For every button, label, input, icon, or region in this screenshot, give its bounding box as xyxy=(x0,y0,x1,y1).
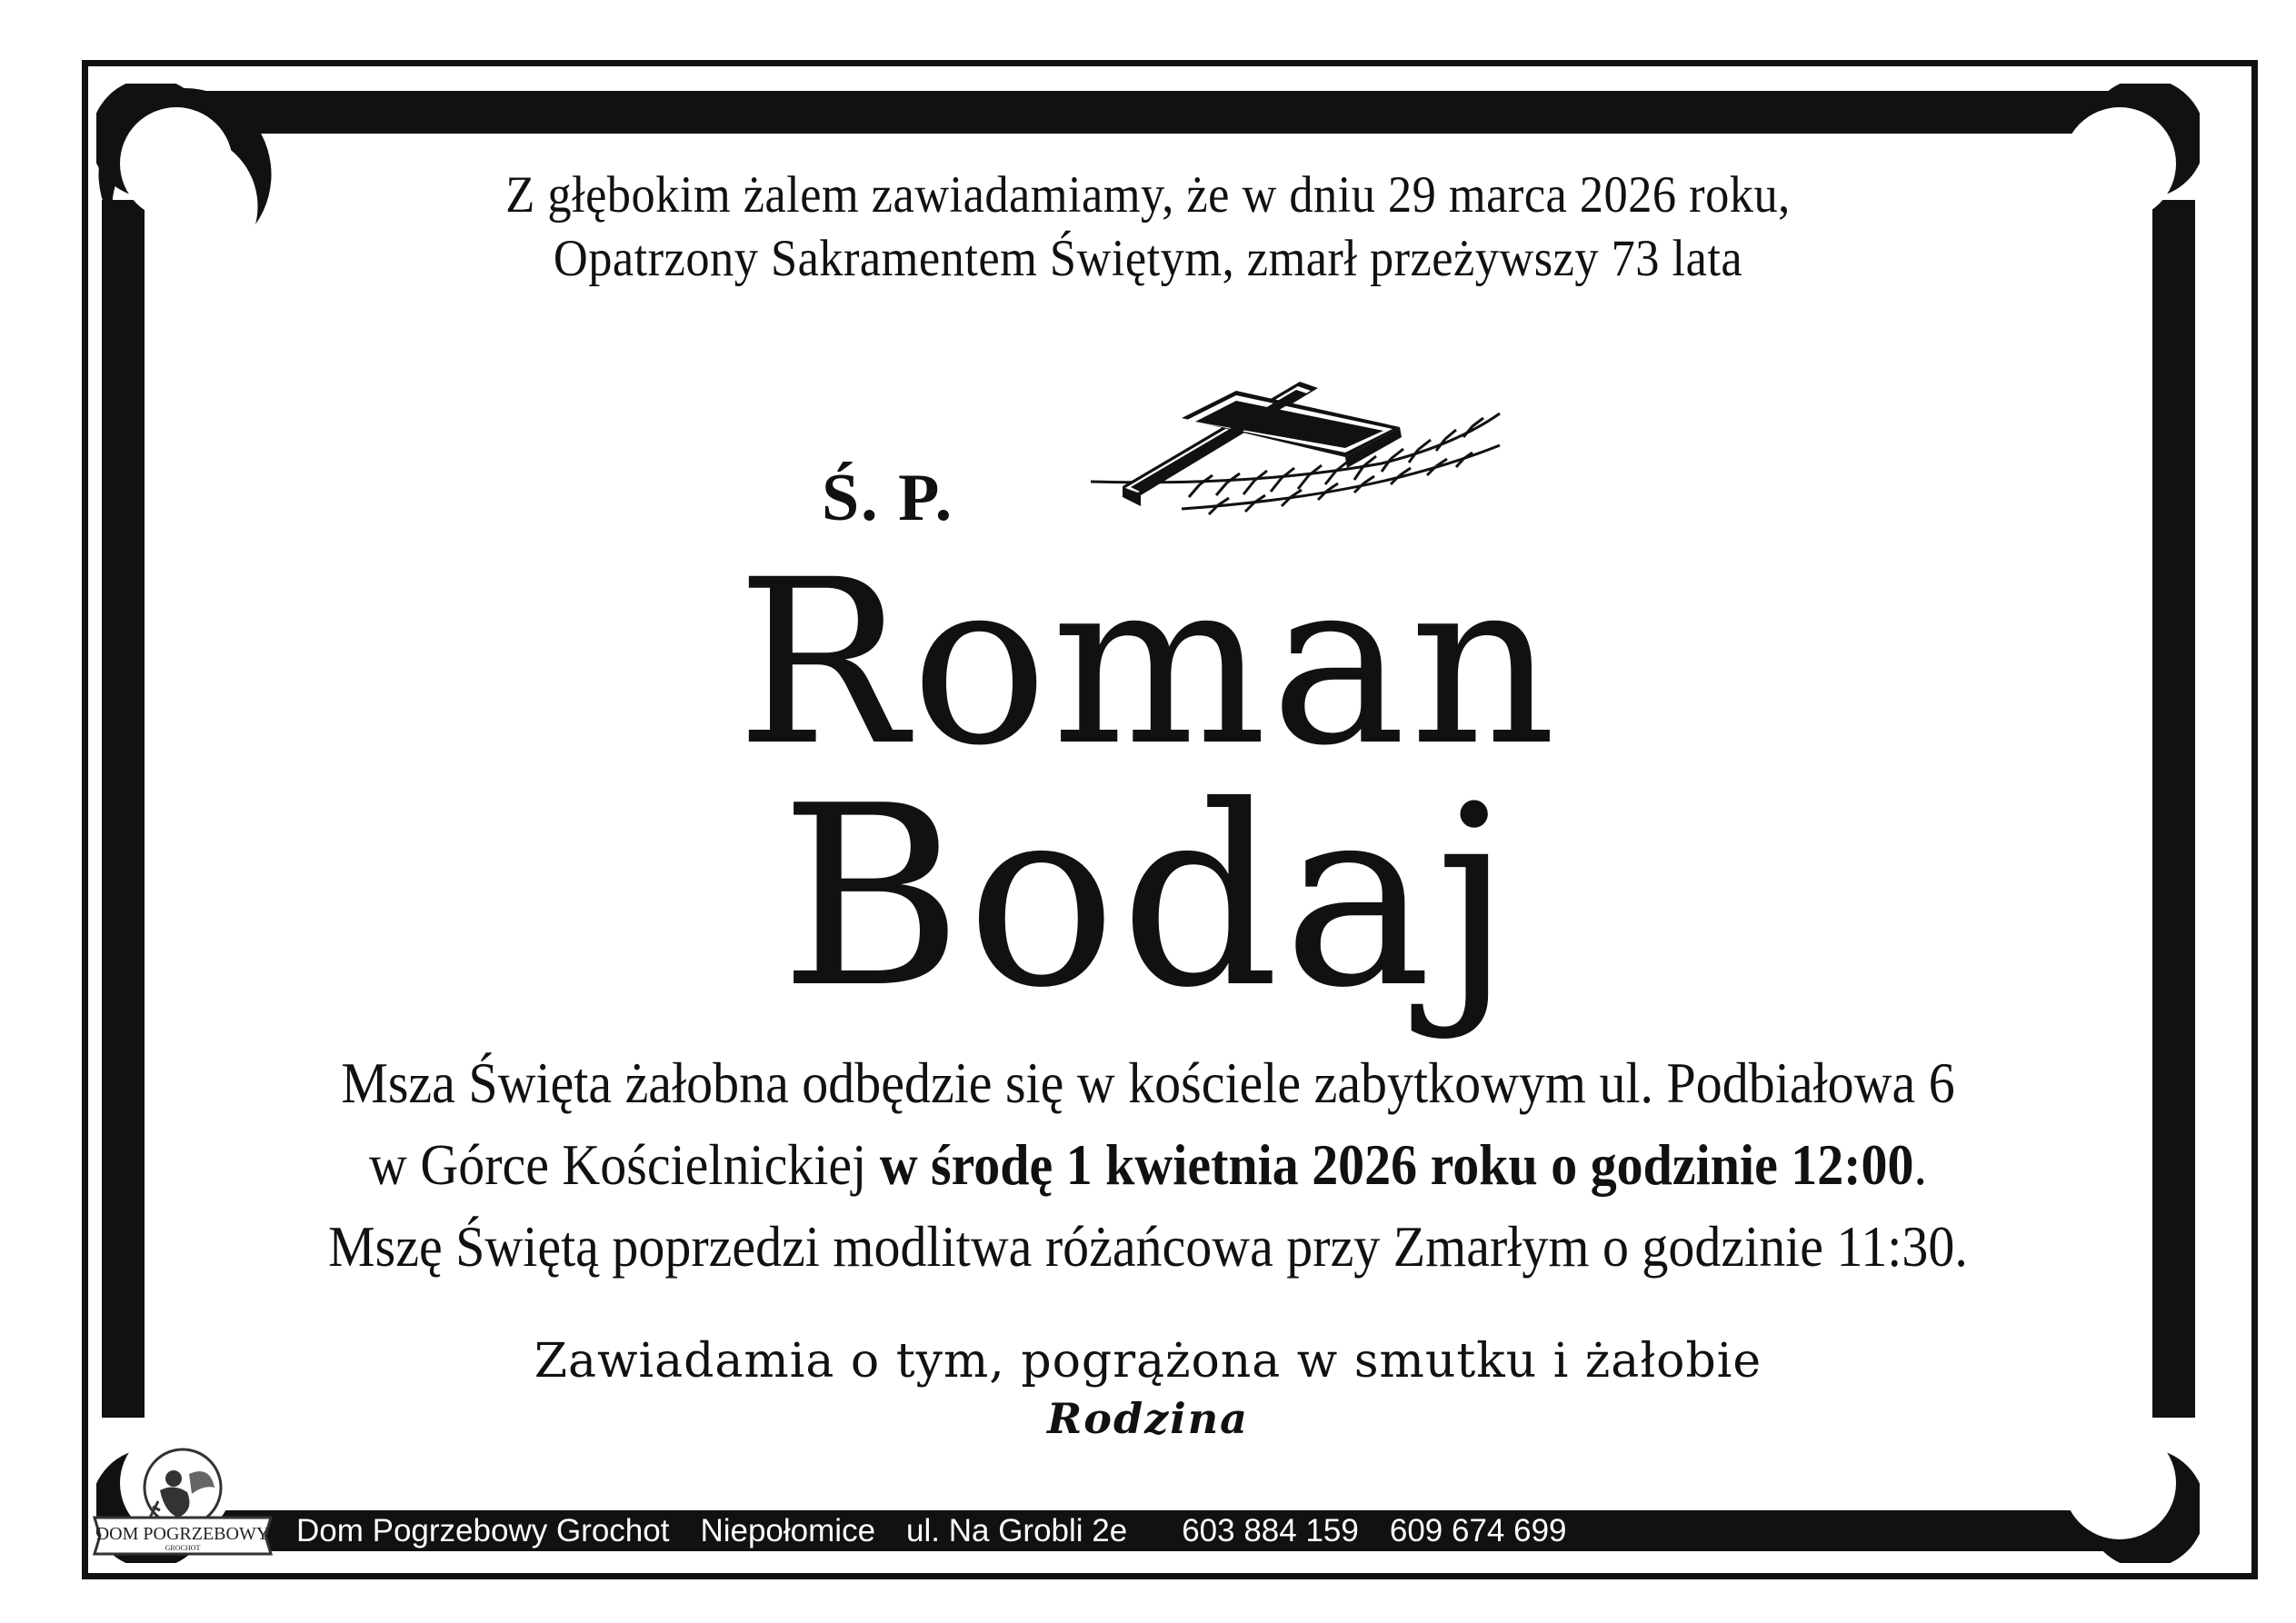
cross-icon xyxy=(1073,350,1518,536)
angel-logo-icon xyxy=(145,1449,221,1526)
family-intro: Zawiadamia o tym, pogrążona w smutku i żałobie xyxy=(534,1334,1762,1389)
footer-phone-1: 603 884 159 xyxy=(1182,1513,1359,1548)
frame-bar-top xyxy=(173,91,2122,134)
footer-company: Dom Pogrzebowy Grochot xyxy=(296,1513,670,1548)
mass-line-end: . xyxy=(1913,1133,1927,1197)
frame-bar-left xyxy=(102,200,145,1418)
corner-crescent-icon xyxy=(96,84,274,261)
footer-contact xyxy=(296,1512,1567,1550)
frame-bar-right xyxy=(2152,200,2195,1418)
footer-phone-2: 609 674 699 xyxy=(1389,1513,1567,1548)
logo-text: DOM POGRZEBOWY xyxy=(95,1524,270,1544)
mass-location: w Górce Kościelnickiej xyxy=(369,1133,880,1197)
deceased-last-name: Bodaj xyxy=(779,752,1517,1042)
footer-town: Niepołomice xyxy=(700,1513,876,1548)
sp-label: Ś. P. xyxy=(822,461,954,535)
footer-street: ul. Na Grobli 2e xyxy=(906,1513,1128,1548)
mass-date-time: w środę 1 kwietnia 2026 roku o godzinie 12:00 xyxy=(879,1133,1914,1197)
corner-crescent-icon xyxy=(2022,84,2200,261)
mass-info-line-3: Mszę Świętą poprzedzi modlitwa różańcowa przy Zmarłym o godzinie 11:30. xyxy=(328,1215,1968,1279)
intro-line-1: Z głębokim żalem zawiadamiamy, że w dniu 29 marca 2026 roku, xyxy=(505,166,1791,224)
corner-crescent-icon xyxy=(2022,1386,2200,1563)
funeral-home-logo xyxy=(87,1447,278,1565)
family-signature: Rodzina xyxy=(1047,1394,1249,1443)
logo-subtext: GROCHOT xyxy=(165,1544,201,1552)
mass-info-line-2 xyxy=(259,1129,2037,1201)
deceased-first-name: Roman xyxy=(736,531,1560,795)
mass-info-line-1: Msza Święta żałobna odbędzie się w kościele zabytkowym ul. Podbiałowa 6 xyxy=(341,1051,1955,1115)
intro-line-2: Opatrzony Sakramentem Świętym, zmarł przeżywszy 73 lata xyxy=(553,230,1743,287)
